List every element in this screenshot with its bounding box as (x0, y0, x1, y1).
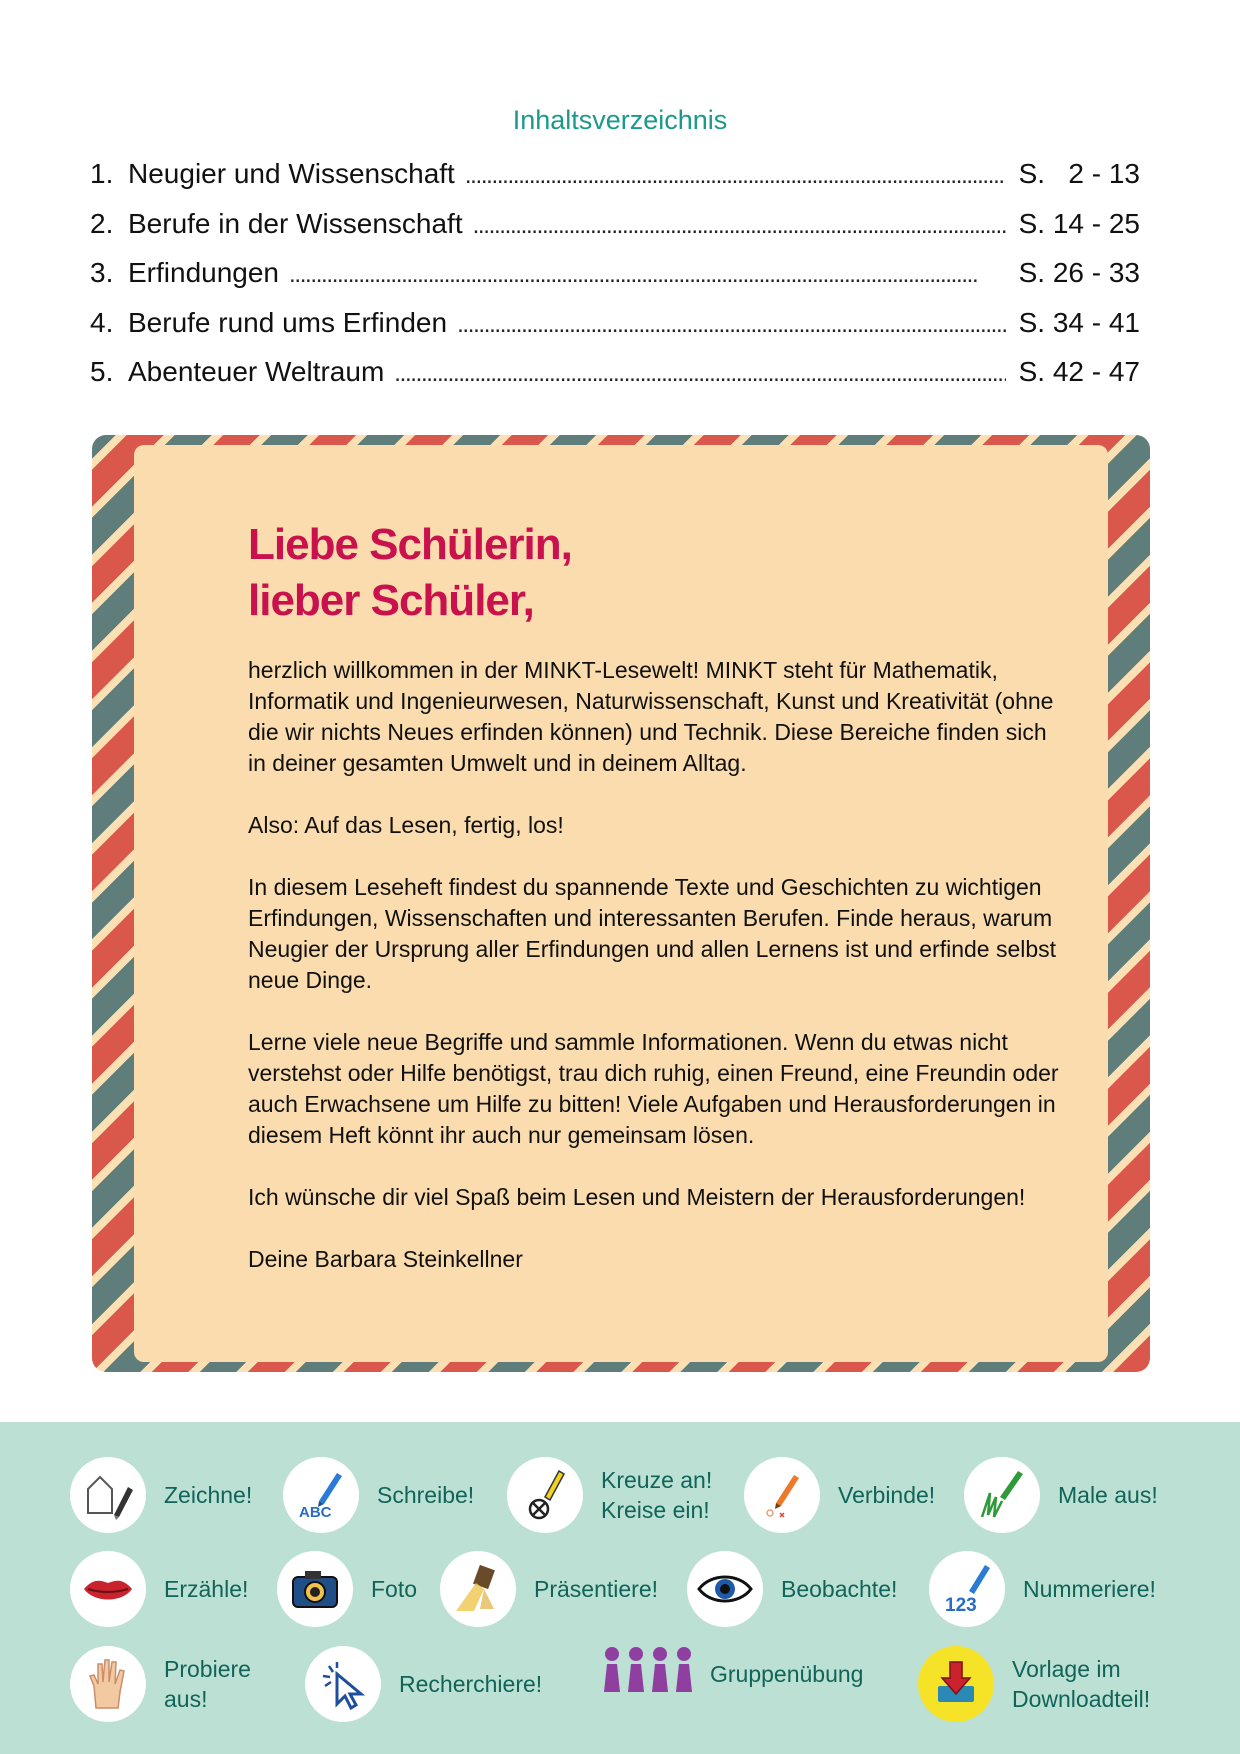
cursor-icon (305, 1646, 381, 1722)
toc-dot-leader (465, 162, 1006, 190)
toc-entry-pages: S. 34 - 41 (1018, 306, 1140, 338)
toc-dot-leader (457, 311, 1006, 339)
table-of-contents (90, 158, 1140, 406)
spotlight-icon (440, 1551, 516, 1627)
toc-entry-label: Berufe in der Wissenschaft (128, 207, 463, 239)
legend-item-present (440, 1551, 658, 1627)
group-icon (602, 1646, 698, 1701)
letter-paragraph: herzlich willkommen in der MINKT-Lesewelt! MINKT steht für Mathematik, Informatik und Ingenieurwesen, Naturwissenschaft, Kunst und Kreativität (ohne die wir nichts Neues erfinden können) und Technik. Diese Bereiche finden sich in deiner gesamten Umwelt und in deinem Alltag. (248, 657, 1054, 776)
legend-label: Vorlage im Downloadteil! (1012, 1656, 1151, 1712)
toc-entry-number: 3. (90, 257, 114, 288)
letter-body (248, 655, 1068, 1306)
legend-label: Kreuze an! Kreise ein! (601, 1467, 713, 1523)
legend-item-connect (744, 1457, 935, 1533)
legend-label: Erzähle! (164, 1576, 249, 1602)
toc-entry[interactable] (90, 257, 1140, 307)
draw-pencil-icon (70, 1457, 146, 1533)
toc-entry-number: 2. (90, 207, 114, 239)
toc-entry-pages: S. 2 - 13 (1018, 158, 1140, 189)
toc-entry[interactable] (90, 356, 1140, 406)
legend-item-download (918, 1646, 1150, 1722)
legend-item-write (283, 1457, 474, 1533)
legend-item-tell (70, 1551, 248, 1627)
toc-entry-pages: S. 42 - 47 (1018, 356, 1140, 387)
toc-title: Inhaltsverzeichnis (512, 105, 728, 135)
toc-entry-pages: S. 26 - 33 (1018, 257, 1140, 288)
legend-label: Probiere aus! (164, 1656, 251, 1712)
toc-entry-number: 1. (90, 158, 114, 189)
greeting-line-1: Liebe Schülerin, (248, 520, 572, 569)
mouth-icon (70, 1551, 146, 1627)
write-pen-icon (283, 1457, 359, 1533)
letter-signature: Deine Barbara Steinkellner (248, 1246, 523, 1272)
legend-label: Schreibe! (377, 1482, 475, 1508)
airmail-envelope-border (92, 435, 1150, 1372)
legend-label: Verbinde! (838, 1482, 936, 1508)
toc-entry-label: Berufe rund ums Erfinden (128, 306, 448, 338)
greeting-line-2: lieber Schüler, (248, 576, 534, 625)
legend-label: Foto (371, 1576, 418, 1602)
svg-text:123: 123 (945, 1595, 977, 1616)
legend-label: Beobachte! (781, 1576, 898, 1602)
legend-item-research (305, 1646, 542, 1722)
legend-item-draw (70, 1457, 252, 1533)
legend-label: Nummeriere! (1023, 1576, 1156, 1602)
color-pencil-icon (964, 1457, 1040, 1533)
toc-dot-leader (394, 360, 1006, 388)
legend-item-photo (277, 1551, 417, 1627)
eye-icon (687, 1551, 763, 1627)
legend-label: Male aus! (1058, 1482, 1158, 1508)
legend-label: Präsentiere! (534, 1576, 659, 1602)
toc-entry-label: Abenteuer Weltraum (128, 356, 385, 387)
icon-legend (0, 1422, 1240, 1754)
letter-paragraph: Lerne viele neue Begriffe und sammle Informationen. Wenn du etwas nicht verstehst oder Hilfe benötigst, trau dich ruhig, einen Freund, eine Freundin oder auch Erwachsene um Hilfe zu bitten! Viele Aufgaben und Herausforderungen in diesem Heft könnt ihr auch nur gemeinsam lösen. (248, 1029, 1059, 1148)
tick-circle-icon (507, 1457, 583, 1533)
toc-entry[interactable] (90, 158, 1140, 208)
toc-entry-pages: S. 14 - 25 (1018, 207, 1140, 239)
download-icon (918, 1646, 994, 1722)
legend-item-color (964, 1457, 1158, 1533)
legend-item-number (929, 1551, 1156, 1627)
legend-item-try (70, 1646, 251, 1722)
connect-pencil-icon (744, 1457, 820, 1533)
legend-item-group (602, 1646, 863, 1701)
legend-item-tick (507, 1457, 712, 1533)
toc-entry-label: Erfindungen (128, 257, 280, 288)
letter-paragraph: In diesem Leseheft findest du spannende Texte und Geschichten zu wichtigen Erfindungen, Wissenschaften und interessanten Berufen. Finde heraus, warum Neugier der Ursprung aller Erfindungen und allen Lernens ist und erfinde selbst neue Dinge. (248, 874, 1057, 993)
toc-entry[interactable] (90, 307, 1140, 357)
letter-paragraph: Ich wünsche dir viel Spaß beim Lesen und Meistern der Herausforderungen! (248, 1184, 1026, 1210)
letter-paper (134, 445, 1108, 1362)
legend-item-observe (687, 1551, 897, 1627)
legend-label: Zeichne! (164, 1482, 253, 1508)
numbers-icon (929, 1551, 1005, 1627)
hand-icon (70, 1646, 146, 1722)
toc-entry-label: Neugier und Wissenschaft (128, 158, 455, 189)
letter-greeting (248, 517, 572, 629)
legend-label: Recherchiere! (399, 1671, 543, 1697)
svg-text:ABC: ABC (299, 1504, 332, 1521)
camera-icon (277, 1551, 353, 1627)
toc-entry-number: 4. (90, 306, 114, 338)
letter-paragraph: Also: Auf das Lesen, fertig, los! (248, 812, 564, 838)
legend-label: Gruppenübung (710, 1660, 864, 1687)
toc-entry-number: 5. (90, 356, 114, 387)
toc-dot-leader (289, 261, 1006, 289)
toc-dot-leader (473, 212, 1006, 240)
toc-entry[interactable] (90, 208, 1140, 258)
